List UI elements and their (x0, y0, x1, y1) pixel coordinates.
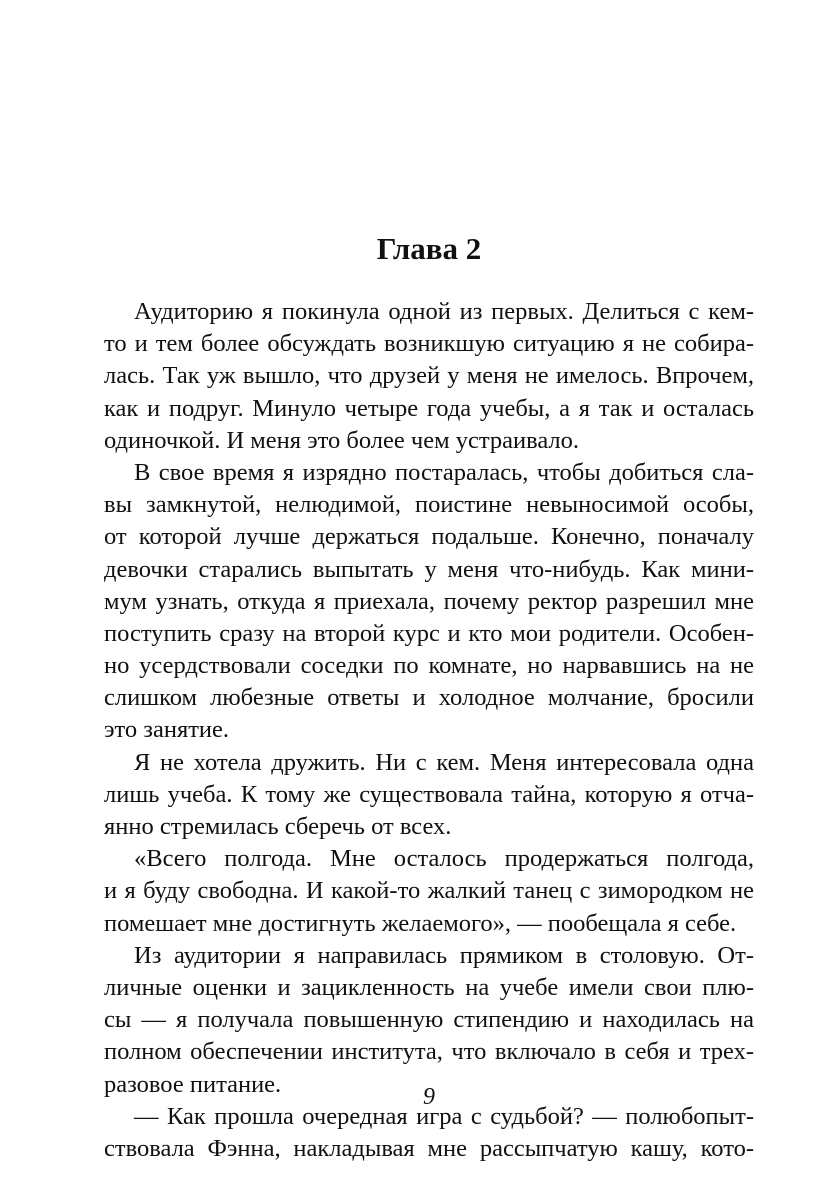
text-line: — Как прошла очередная игра с судьбой? — полюбопыт- (134, 1102, 754, 1130)
text-line: Аудиторию я покинула одной из первых. Делиться с кем- (134, 298, 754, 325)
text-line: одиночкой. И меня это более чем устраивало. (104, 426, 580, 454)
page-number: 9 (423, 1084, 435, 1110)
body-text (104, 296, 754, 1165)
text-line: разовое питание. (104, 1070, 282, 1098)
text-line: ствовала Фэнна, накладывая мне рассыпчатую кашу, кото- (104, 1134, 754, 1162)
text-line: это занятие. (104, 716, 230, 744)
text-line: мум узнать, откуда я приехала, почему ректор разрешил мне (104, 587, 754, 615)
text-line: и я буду свободна. И какой-то жалкий танец с зимородком не (104, 877, 754, 905)
text-line: от которой лучше держаться подальше. Конечно, поначалу (104, 523, 754, 551)
text-line: то и тем более обсуждать возникшую ситуацию я не собира- (104, 330, 754, 358)
chapter-title: Глава 2 (376, 231, 482, 266)
text-line: лась. Так уж вышло, что друзей у меня не имелось. Впрочем, (104, 362, 754, 390)
text-line: личные оценки и зацикленность на учебе имели свои плю- (104, 973, 754, 1001)
text-line: помешает мне достигнуть желаемого», — пообещала я себе. (104, 909, 737, 937)
text-line: сы — я получала повышенную стипендию и находилась на (104, 1006, 754, 1034)
text-line: вы замкнутой, нелюдимой, поистине невыносимой особы, (104, 491, 754, 519)
text-line: Я не хотела дружить. Ни с кем. Меня интересовала одна (134, 748, 754, 776)
text-line: полном обеспечении института, что включало в себя и трех- (104, 1038, 754, 1066)
text-line: слишком любезные ответы и холодное молчание, бросили (104, 684, 754, 712)
text-line: поступить сразу на второй курс и кто мои родители. Особен- (104, 619, 754, 647)
text-line: янно стремилась сберечь от всех. (104, 813, 452, 840)
text-line: «Всего полгода. Мне осталось продержаться полгода, (134, 845, 754, 873)
text-line: как и подруг. Минуло четыре года учебы, а я так и осталась (104, 394, 754, 422)
text-line: но усердствовали соседки по комнате, но нарвавшись на не (104, 652, 754, 680)
text-line: лишь учеба. К тому же существовала тайна, которую я отча- (104, 780, 754, 808)
text-line: Из аудитории я направилась прямиком в столовую. От- (134, 941, 754, 969)
text-line: девочки старались выпытать у меня что-нибудь. Как мини- (104, 555, 754, 583)
text-line: В свое время я изрядно постаралась, чтобы добиться сла- (134, 458, 754, 486)
